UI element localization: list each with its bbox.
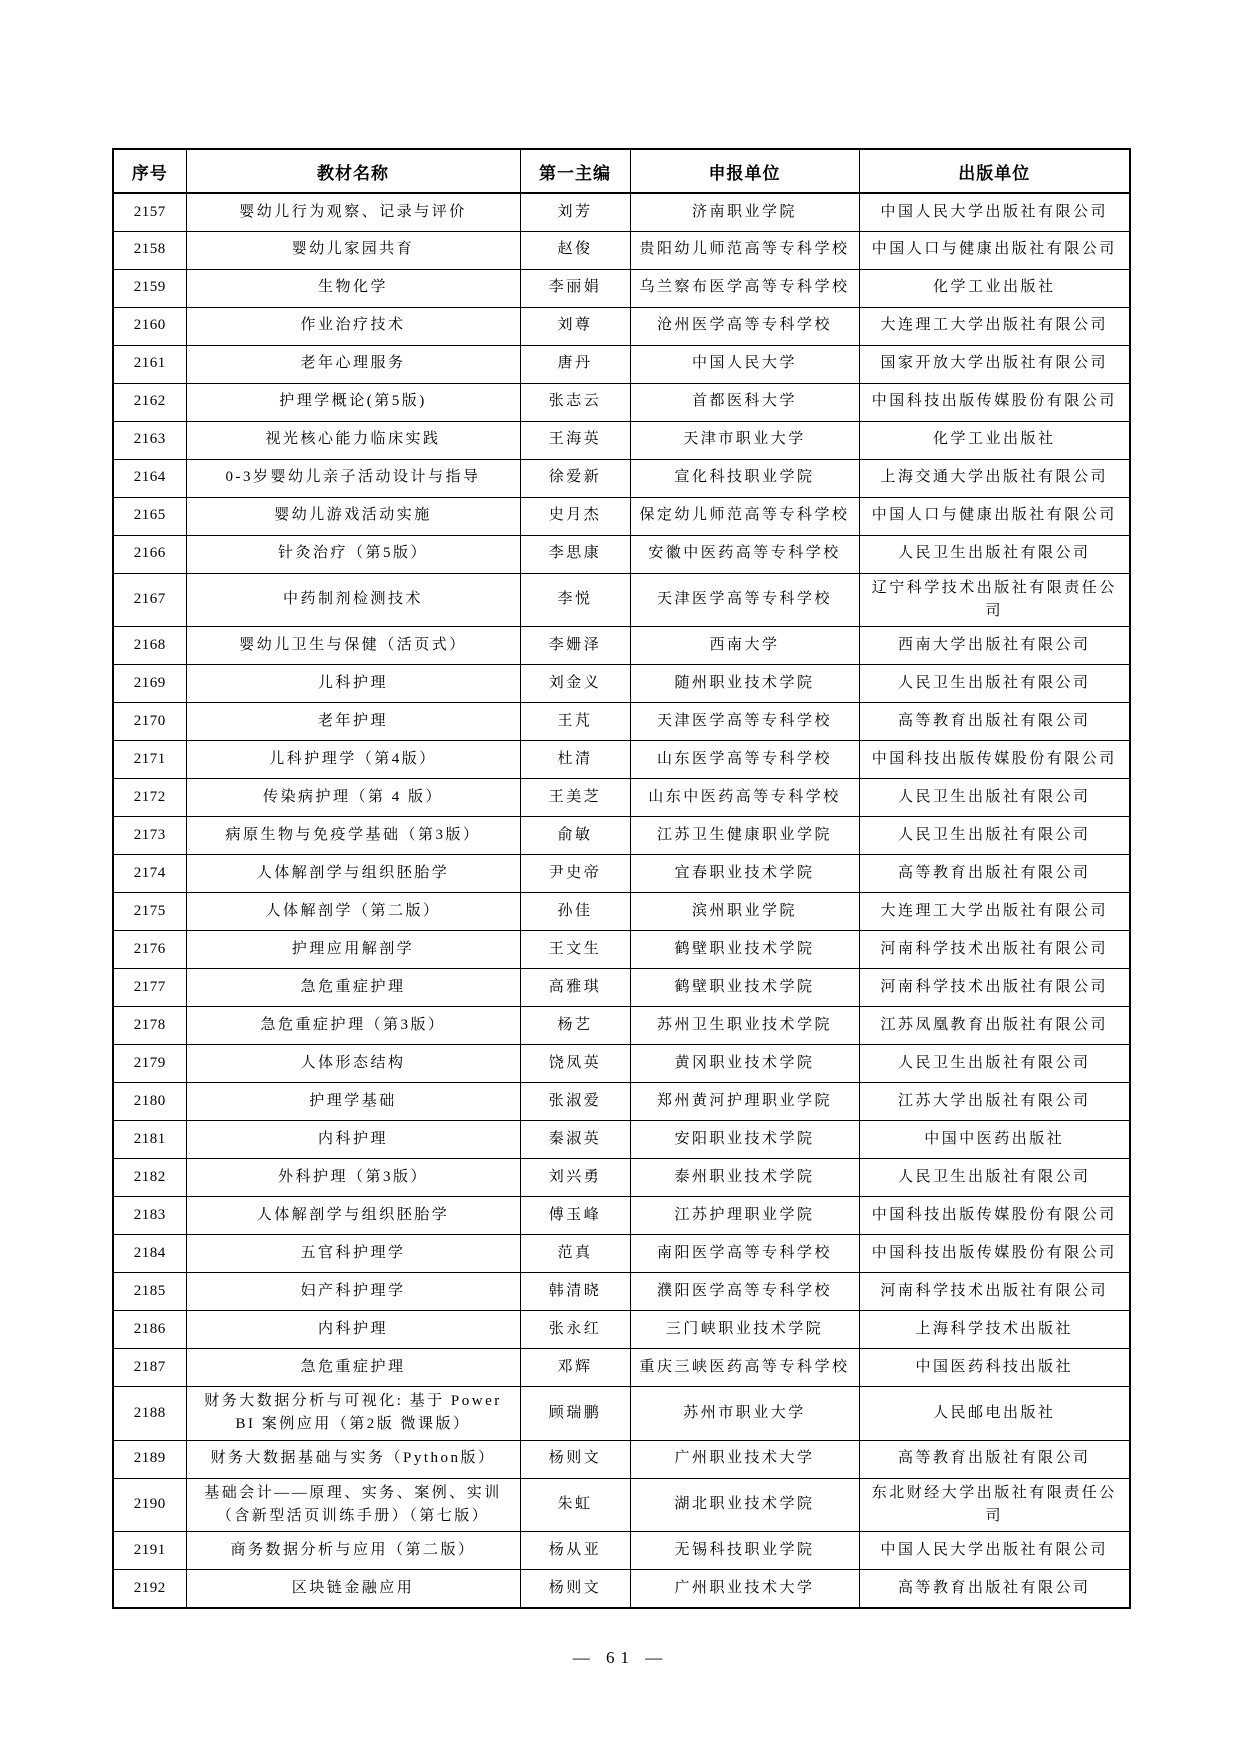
cell-publisher: 高等教育出版社有限公司 [859,1440,1130,1478]
cell-editor: 俞敏 [520,817,630,855]
table-row [113,345,1130,383]
table-row [113,703,1130,741]
cell-no: 2157 [113,193,186,231]
table-row [113,931,1130,969]
cell-editor: 孙佳 [520,893,630,931]
cell-editor: 张淑爱 [520,1083,630,1121]
cell-applicant: 鹤壁职业技术学院 [630,931,859,969]
table-row [113,193,1130,231]
cell-publisher: 化学工业出版社 [859,269,1130,307]
cell-publisher: 人民卫生出版社有限公司 [859,817,1130,855]
table-row [113,969,1130,1007]
cell-name: 0-3岁婴幼儿亲子活动设计与指导 [186,459,520,497]
cell-no: 2159 [113,269,186,307]
cell-editor: 朱虹 [520,1478,630,1532]
cell-name: 财务大数据分析与可视化: 基于 Power BI 案例应用（第2版 微课版） [186,1387,520,1441]
cell-editor: 邓辉 [520,1349,630,1387]
cell-applicant: 江苏护理职业学院 [630,1197,859,1235]
cell-publisher: 国家开放大学出版社有限公司 [859,345,1130,383]
table-row [113,1159,1130,1197]
textbook-table [112,148,1131,1609]
cell-no: 2175 [113,893,186,931]
cell-no: 2189 [113,1440,186,1478]
cell-applicant: 郑州黄河护理职业学院 [630,1083,859,1121]
cell-no: 2176 [113,931,186,969]
cell-name: 儿科护理学（第4版） [186,741,520,779]
cell-applicant: 苏州市职业大学 [630,1387,859,1441]
cell-applicant: 山东中医药高等专科学校 [630,779,859,817]
table-row [113,855,1130,893]
cell-editor: 杜清 [520,741,630,779]
cell-name: 财务大数据基础与实务（Python版） [186,1440,520,1478]
cell-applicant: 天津市职业大学 [630,421,859,459]
header-serial-number: 序号 [113,149,186,193]
cell-name: 人体解剖学与组织胚胎学 [186,1197,520,1235]
cell-no: 2179 [113,1045,186,1083]
cell-applicant: 天津医学高等专科学校 [630,573,859,627]
cell-no: 2186 [113,1311,186,1349]
cell-publisher: 高等教育出版社有限公司 [859,703,1130,741]
cell-editor: 顾瑞鹏 [520,1387,630,1441]
cell-no: 2158 [113,231,186,269]
cell-applicant: 山东医学高等专科学校 [630,741,859,779]
cell-no: 2192 [113,1570,186,1608]
cell-editor: 王芃 [520,703,630,741]
cell-applicant: 无锡科技职业学院 [630,1532,859,1570]
cell-publisher: 中国医药科技出版社 [859,1349,1130,1387]
cell-no: 2183 [113,1197,186,1235]
cell-publisher: 河南科学技术出版社有限公司 [859,969,1130,1007]
cell-name: 婴幼儿家园共育 [186,231,520,269]
cell-applicant: 苏州卫生职业技术学院 [630,1007,859,1045]
cell-name: 生物化学 [186,269,520,307]
cell-no: 2181 [113,1121,186,1159]
cell-no: 2180 [113,1083,186,1121]
cell-applicant: 随州职业技术学院 [630,665,859,703]
cell-publisher: 河南科学技术出版社有限公司 [859,1273,1130,1311]
cell-applicant: 泰州职业技术学院 [630,1159,859,1197]
table-body [113,193,1130,1608]
table-row [113,421,1130,459]
cell-publisher: 江苏凤凰教育出版社有限公司 [859,1007,1130,1045]
cell-publisher: 高等教育出版社有限公司 [859,1570,1130,1608]
cell-publisher: 中国中医药出版社 [859,1121,1130,1159]
cell-no: 2164 [113,459,186,497]
cell-no: 2170 [113,703,186,741]
table-row [113,1440,1130,1478]
cell-name: 老年心理服务 [186,345,520,383]
cell-editor: 杨则文 [520,1570,630,1608]
cell-publisher: 江苏大学出版社有限公司 [859,1083,1130,1121]
cell-applicant: 天津医学高等专科学校 [630,703,859,741]
cell-applicant: 中国人民大学 [630,345,859,383]
cell-name: 婴幼儿游戏活动实施 [186,497,520,535]
cell-applicant: 贵阳幼儿师范高等专科学校 [630,231,859,269]
cell-name: 儿科护理 [186,665,520,703]
table-header [113,149,1130,193]
cell-no: 2167 [113,573,186,627]
cell-applicant: 宣化科技职业学院 [630,459,859,497]
cell-name: 外科护理（第3版） [186,1159,520,1197]
cell-editor: 傅玉峰 [520,1197,630,1235]
cell-applicant: 保定幼儿师范高等专科学校 [630,497,859,535]
cell-publisher: 人民卫生出版社有限公司 [859,1159,1130,1197]
table-row [113,817,1130,855]
cell-applicant: 广州职业技术大学 [630,1440,859,1478]
table-row [113,459,1130,497]
table-row [113,1349,1130,1387]
cell-name: 妇产科护理学 [186,1273,520,1311]
cell-publisher: 上海交通大学出版社有限公司 [859,459,1130,497]
cell-no: 2174 [113,855,186,893]
table-row [113,573,1130,627]
cell-applicant: 江苏卫生健康职业学院 [630,817,859,855]
cell-editor: 杨则文 [520,1440,630,1478]
cell-publisher: 辽宁科学技术出版社有限责任公司 [859,573,1130,627]
cell-name: 婴幼儿卫生与保健（活页式） [186,627,520,665]
cell-applicant: 南阳医学高等专科学校 [630,1235,859,1273]
cell-applicant: 乌兰察布医学高等专科学校 [630,269,859,307]
cell-applicant: 湖北职业技术学院 [630,1478,859,1532]
cell-editor: 范真 [520,1235,630,1273]
cell-editor: 刘尊 [520,307,630,345]
cell-no: 2162 [113,383,186,421]
table-row [113,497,1130,535]
header-applicant-unit: 申报单位 [630,149,859,193]
cell-editor: 李思康 [520,535,630,573]
cell-publisher: 东北财经大学出版社有限责任公司 [859,1478,1130,1532]
cell-name: 区块链金融应用 [186,1570,520,1608]
cell-publisher: 人民邮电出版社 [859,1387,1130,1441]
cell-applicant: 首都医科大学 [630,383,859,421]
cell-publisher: 中国科技出版传媒股份有限公司 [859,1235,1130,1273]
cell-editor: 张永红 [520,1311,630,1349]
cell-name: 病原生物与免疫学基础（第3版） [186,817,520,855]
table-row [113,1273,1130,1311]
cell-no: 2184 [113,1235,186,1273]
header-first-editor: 第一主编 [520,149,630,193]
cell-publisher: 中国科技出版传媒股份有限公司 [859,383,1130,421]
table-header-row [113,149,1130,193]
cell-no: 2163 [113,421,186,459]
cell-publisher: 中国科技出版传媒股份有限公司 [859,1197,1130,1235]
cell-editor: 赵俊 [520,231,630,269]
cell-publisher: 西南大学出版社有限公司 [859,627,1130,665]
cell-no: 2173 [113,817,186,855]
table-row [113,231,1130,269]
cell-no: 2169 [113,665,186,703]
cell-publisher: 上海科学技术出版社 [859,1311,1130,1349]
cell-name: 内科护理 [186,1311,520,1349]
cell-publisher: 高等教育出版社有限公司 [859,855,1130,893]
cell-publisher: 人民卫生出版社有限公司 [859,779,1130,817]
cell-name: 针灸治疗（第5版） [186,535,520,573]
cell-name: 中药制剂检测技术 [186,573,520,627]
cell-name: 护理学基础 [186,1083,520,1121]
cell-editor: 王文生 [520,931,630,969]
table-row [113,383,1130,421]
cell-editor: 唐丹 [520,345,630,383]
cell-no: 2187 [113,1349,186,1387]
cell-name: 婴幼儿行为观察、记录与评价 [186,193,520,231]
table-row [113,741,1130,779]
cell-no: 2185 [113,1273,186,1311]
cell-no: 2177 [113,969,186,1007]
table-row [113,1045,1130,1083]
cell-name: 内科护理 [186,1121,520,1159]
table-row [113,269,1130,307]
cell-no: 2160 [113,307,186,345]
cell-editor: 尹史帝 [520,855,630,893]
cell-publisher: 中国人口与健康出版社有限公司 [859,231,1130,269]
cell-applicant: 黄冈职业技术学院 [630,1045,859,1083]
table-row [113,1007,1130,1045]
cell-publisher: 人民卫生出版社有限公司 [859,535,1130,573]
cell-no: 2165 [113,497,186,535]
cell-applicant: 鹤壁职业技术学院 [630,969,859,1007]
cell-editor: 杨艺 [520,1007,630,1045]
cell-no: 2171 [113,741,186,779]
table-row [113,893,1130,931]
cell-editor: 韩清晓 [520,1273,630,1311]
cell-editor: 李悦 [520,573,630,627]
cell-editor: 徐爱新 [520,459,630,497]
cell-editor: 刘金义 [520,665,630,703]
cell-name: 传染病护理（第 4 版） [186,779,520,817]
cell-name: 护理应用解剖学 [186,931,520,969]
cell-editor: 饶凤英 [520,1045,630,1083]
table-row [113,307,1130,345]
cell-no: 2178 [113,1007,186,1045]
table-row [113,535,1130,573]
cell-name: 护理学概论(第5版) [186,383,520,421]
cell-editor: 刘兴勇 [520,1159,630,1197]
cell-name: 急危重症护理 [186,969,520,1007]
cell-no: 2168 [113,627,186,665]
cell-applicant: 济南职业学院 [630,193,859,231]
cell-applicant: 安徽中医药高等专科学校 [630,535,859,573]
table-row [113,665,1130,703]
table-row [113,779,1130,817]
cell-applicant: 宜春职业技术学院 [630,855,859,893]
cell-no: 2172 [113,779,186,817]
cell-name: 急危重症护理 [186,1349,520,1387]
table-row [113,1121,1130,1159]
cell-editor: 刘芳 [520,193,630,231]
table-row [113,1478,1130,1532]
cell-name: 商务数据分析与应用（第二版） [186,1532,520,1570]
table-row [113,1532,1130,1570]
table-row [113,1197,1130,1235]
cell-name: 人体形态结构 [186,1045,520,1083]
table-row [113,1083,1130,1121]
cell-no: 2166 [113,535,186,573]
cell-editor: 史月杰 [520,497,630,535]
cell-name: 人体解剖学与组织胚胎学 [186,855,520,893]
cell-publisher: 中国人口与健康出版社有限公司 [859,497,1130,535]
cell-applicant: 滨州职业学院 [630,893,859,931]
cell-editor: 李姗泽 [520,627,630,665]
cell-publisher: 中国科技出版传媒股份有限公司 [859,741,1130,779]
table-row [113,1570,1130,1608]
cell-publisher: 人民卫生出版社有限公司 [859,1045,1130,1083]
cell-editor: 秦淑英 [520,1121,630,1159]
cell-editor: 张志云 [520,383,630,421]
cell-applicant: 濮阳医学高等专科学校 [630,1273,859,1311]
table-row [113,1235,1130,1273]
cell-name: 人体解剖学（第二版） [186,893,520,931]
cell-publisher: 化学工业出版社 [859,421,1130,459]
cell-no: 2188 [113,1387,186,1441]
cell-publisher: 中国人民大学出版社有限公司 [859,193,1130,231]
cell-editor: 杨从亚 [520,1532,630,1570]
cell-name: 五官科护理学 [186,1235,520,1273]
table-row [113,627,1130,665]
cell-applicant: 安阳职业技术学院 [630,1121,859,1159]
cell-name: 急危重症护理（第3版） [186,1007,520,1045]
cell-publisher: 人民卫生出版社有限公司 [859,665,1130,703]
cell-no: 2191 [113,1532,186,1570]
cell-editor: 高雅琪 [520,969,630,1007]
cell-applicant: 西南大学 [630,627,859,665]
cell-no: 2190 [113,1478,186,1532]
table-row [113,1387,1130,1441]
cell-applicant: 重庆三峡医药高等专科学校 [630,1349,859,1387]
cell-no: 2161 [113,345,186,383]
cell-applicant: 三门峡职业技术学院 [630,1311,859,1349]
cell-publisher: 中国人民大学出版社有限公司 [859,1532,1130,1570]
cell-name: 基础会计——原理、实务、案例、实训（含新型活页训练手册）（第七版） [186,1478,520,1532]
cell-editor: 王海英 [520,421,630,459]
cell-name: 作业治疗技术 [186,307,520,345]
cell-applicant: 广州职业技术大学 [630,1570,859,1608]
header-textbook-name: 教材名称 [186,149,520,193]
cell-name: 老年护理 [186,703,520,741]
cell-editor: 李丽娟 [520,269,630,307]
page-number: — 61 — [572,1648,669,1667]
cell-publisher: 大连理工大学出版社有限公司 [859,307,1130,345]
header-publisher-unit: 出版单位 [859,149,1130,193]
cell-editor: 王美芝 [520,779,630,817]
table-row [113,1311,1130,1349]
cell-applicant: 沧州医学高等专科学校 [630,307,859,345]
cell-publisher: 大连理工大学出版社有限公司 [859,893,1130,931]
cell-no: 2182 [113,1159,186,1197]
cell-name: 视光核心能力临床实践 [186,421,520,459]
cell-publisher: 河南科学技术出版社有限公司 [859,931,1130,969]
